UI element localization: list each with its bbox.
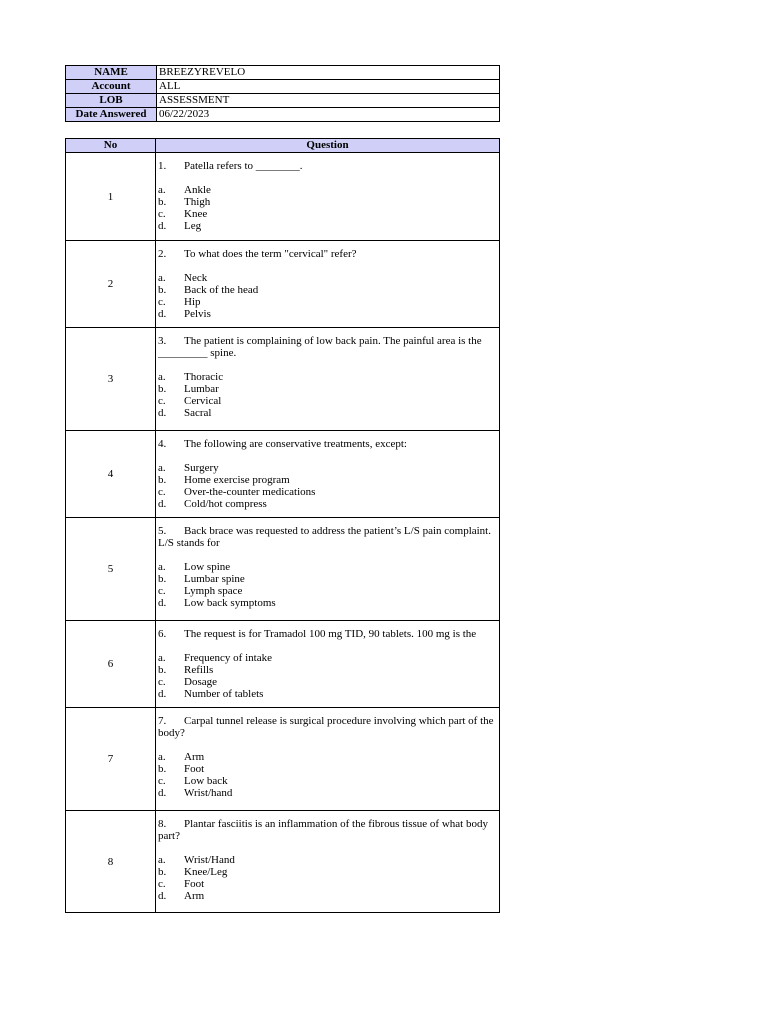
- answer-option: [158, 878, 496, 890]
- answer-option-text: Number of tablets: [184, 688, 264, 700]
- answer-option: [158, 371, 496, 383]
- answer-option-letter: a.: [158, 751, 166, 763]
- answer-option-letter: d.: [158, 597, 167, 609]
- question-stem-number: 5.: [158, 525, 167, 537]
- question-row: [66, 153, 500, 241]
- answer-option-text: Refills: [184, 664, 214, 676]
- answer-option: [158, 308, 496, 320]
- question-number: 8: [66, 811, 156, 913]
- answer-option-letter: c.: [158, 395, 166, 407]
- answer-option: [158, 284, 496, 296]
- answer-option-letter: c.: [158, 585, 166, 597]
- answer-option-letter: a.: [158, 854, 166, 866]
- question-cell: [156, 811, 500, 913]
- question-cell: [156, 153, 500, 241]
- question-row: [66, 518, 500, 621]
- answer-option-letter: a.: [158, 561, 166, 573]
- info-value: 06/22/2023: [157, 108, 500, 122]
- answer-option-letter: c.: [158, 486, 166, 498]
- answer-option-text: Dosage: [184, 676, 217, 688]
- answer-option-letter: c.: [158, 878, 166, 890]
- answer-option-text: Knee/Leg: [184, 866, 228, 878]
- answer-option-letter: d.: [158, 308, 167, 320]
- questions-body: [66, 153, 500, 913]
- answer-option-letter: b.: [158, 284, 167, 296]
- question-text: Patella refers to ________.: [184, 160, 303, 172]
- answer-option-text: Frequency of intake: [184, 652, 272, 664]
- question-text: Plantar fasciitis is an inflammation of the fibrous tissue of what body part?: [158, 818, 488, 842]
- info-row: [66, 108, 500, 122]
- question-number: 6: [66, 621, 156, 708]
- info-value: ASSESSMENT: [157, 94, 500, 108]
- question-cell: [156, 328, 500, 431]
- answer-option: [158, 474, 496, 486]
- answer-option: [158, 407, 496, 419]
- question-stem: [158, 818, 496, 842]
- answer-option-text: Sacral: [184, 407, 212, 419]
- respondent-info-table: [65, 65, 500, 122]
- answer-option-letter: d.: [158, 688, 167, 700]
- answer-option: [158, 751, 496, 763]
- question-stem-number: 3.: [158, 335, 167, 347]
- answer-option-letter: a.: [158, 462, 166, 474]
- answer-option-text: Low back: [184, 775, 228, 787]
- question-stem: [158, 335, 496, 359]
- info-label: Account: [66, 80, 157, 94]
- answer-option-letter: d.: [158, 498, 167, 510]
- answer-option-text: Cervical: [184, 395, 222, 407]
- answer-option-text: Thigh: [184, 196, 211, 208]
- answer-option: [158, 561, 496, 573]
- question-stem: [158, 525, 496, 549]
- answer-option-letter: b.: [158, 196, 167, 208]
- question-stem: [158, 438, 496, 450]
- answer-option-letter: d.: [158, 407, 167, 419]
- answer-option: [158, 597, 496, 609]
- answer-option-text: Lymph space: [184, 585, 243, 597]
- answer-option-letter: a.: [158, 184, 166, 196]
- answer-option-text: Surgery: [184, 462, 219, 474]
- question-row: [66, 708, 500, 811]
- answer-option: [158, 787, 496, 799]
- question-stem-number: 2.: [158, 248, 167, 260]
- info-row: [66, 66, 500, 80]
- answer-option: [158, 272, 496, 284]
- respondent-info-body: [66, 66, 500, 122]
- answer-option-text: Foot: [184, 763, 205, 775]
- answer-option-text: Pelvis: [184, 308, 211, 320]
- answer-option-letter: a.: [158, 371, 166, 383]
- question-cell: [156, 708, 500, 811]
- question-stem: [158, 715, 496, 739]
- answer-option-text: Low back symptoms: [184, 597, 276, 609]
- question-text: The request is for Tramadol 100 mg TID, 90 tablets. 100 mg is the: [184, 628, 477, 640]
- question-number: 3: [66, 328, 156, 431]
- question-text: Carpal tunnel release is surgical procedure involving which part of the body?: [158, 715, 494, 739]
- answer-option: [158, 890, 496, 902]
- answer-option-letter: d.: [158, 787, 167, 799]
- answer-option: [158, 585, 496, 597]
- answer-option: [158, 220, 496, 232]
- answer-option-text: Neck: [184, 272, 208, 284]
- answer-option-letter: c.: [158, 676, 166, 688]
- question-row: [66, 328, 500, 431]
- questions-header-row: [66, 139, 500, 153]
- info-label: Date Answered: [66, 108, 157, 122]
- answer-option-letter: b.: [158, 383, 167, 395]
- answer-option-text: Home exercise program: [184, 474, 290, 486]
- column-header-question: Question: [156, 139, 500, 153]
- answer-option-letter: d.: [158, 220, 167, 232]
- question-stem: [158, 160, 496, 172]
- answer-option: [158, 664, 496, 676]
- question-cell: [156, 241, 500, 328]
- answer-option: [158, 854, 496, 866]
- answer-option-letter: a.: [158, 652, 166, 664]
- answer-option-text: Knee: [184, 208, 208, 220]
- answer-option: [158, 462, 496, 474]
- question-text: To what does the term "cervical" refer?: [184, 248, 357, 260]
- answer-option: [158, 573, 496, 585]
- question-stem-number: 4.: [158, 438, 167, 450]
- answer-option-letter: c.: [158, 208, 166, 220]
- answer-option-letter: c.: [158, 296, 166, 308]
- question-stem: [158, 248, 496, 260]
- question-stem-number: 6.: [158, 628, 167, 640]
- answer-option-text: Wrist/hand: [184, 787, 233, 799]
- info-label: LOB: [66, 94, 157, 108]
- answer-option: [158, 763, 496, 775]
- answer-option: [158, 196, 496, 208]
- column-header-no: No: [66, 139, 156, 153]
- question-row: [66, 811, 500, 913]
- question-text: Back brace was requested to address the patient’s L/S pain complaint. L/S stands for: [158, 525, 491, 549]
- question-stem-number: 7.: [158, 715, 167, 727]
- answer-option: [158, 395, 496, 407]
- answer-option-letter: d.: [158, 890, 167, 902]
- answer-option: [158, 208, 496, 220]
- answer-option-text: Hip: [184, 296, 201, 308]
- question-number: 2: [66, 241, 156, 328]
- answer-option: [158, 688, 496, 700]
- answer-option: [158, 866, 496, 878]
- answer-option-letter: c.: [158, 775, 166, 787]
- answer-option-text: Foot: [184, 878, 205, 890]
- answer-option-letter: b.: [158, 763, 167, 775]
- answer-option-letter: b.: [158, 573, 167, 585]
- answer-option: [158, 383, 496, 395]
- info-row: [66, 80, 500, 94]
- answer-option-letter: b.: [158, 664, 167, 676]
- answer-option-text: Leg: [184, 220, 202, 232]
- answer-option-text: Lumbar spine: [184, 573, 245, 585]
- question-number: 4: [66, 431, 156, 518]
- info-row: [66, 94, 500, 108]
- answer-option-text: Arm: [184, 751, 205, 763]
- answer-option: [158, 296, 496, 308]
- question-number: 5: [66, 518, 156, 621]
- questions-table: [65, 138, 500, 913]
- answer-option-text: Wrist/Hand: [184, 854, 235, 866]
- question-number: 7: [66, 708, 156, 811]
- answer-option: [158, 775, 496, 787]
- info-label: NAME: [66, 66, 157, 80]
- answer-option-text: Lumbar: [184, 383, 219, 395]
- question-cell: [156, 431, 500, 518]
- info-value: BREEZYREVELO: [157, 66, 500, 80]
- question-cell: [156, 621, 500, 708]
- info-value: ALL: [157, 80, 500, 94]
- answer-option-text: Back of the head: [184, 284, 259, 296]
- question-cell: [156, 518, 500, 621]
- answer-option-text: Thoracic: [184, 371, 224, 383]
- answer-option-text: Low spine: [184, 561, 231, 573]
- question-text: The patient is complaining of low back pain. The painful area is the _________ spine.: [158, 335, 482, 359]
- question-row: [66, 621, 500, 708]
- answer-option-text: Ankle: [184, 184, 211, 196]
- question-text: The following are conservative treatments, except:: [184, 438, 407, 450]
- answer-option: [158, 486, 496, 498]
- question-stem-number: 1.: [158, 160, 167, 172]
- answer-option: [158, 652, 496, 664]
- question-number: 1: [66, 153, 156, 241]
- question-row: [66, 431, 500, 518]
- answer-option-text: Over-the-counter medications: [184, 486, 316, 498]
- answer-option: [158, 184, 496, 196]
- answer-option: [158, 498, 496, 510]
- answer-option-letter: b.: [158, 474, 167, 486]
- question-stem: [158, 628, 496, 640]
- answer-option-letter: a.: [158, 272, 166, 284]
- question-stem-number: 8.: [158, 818, 167, 830]
- answer-option-text: Arm: [184, 890, 205, 902]
- answer-option: [158, 676, 496, 688]
- answer-option-text: Cold/hot compress: [184, 498, 267, 510]
- answer-option-letter: b.: [158, 866, 167, 878]
- question-row: [66, 241, 500, 328]
